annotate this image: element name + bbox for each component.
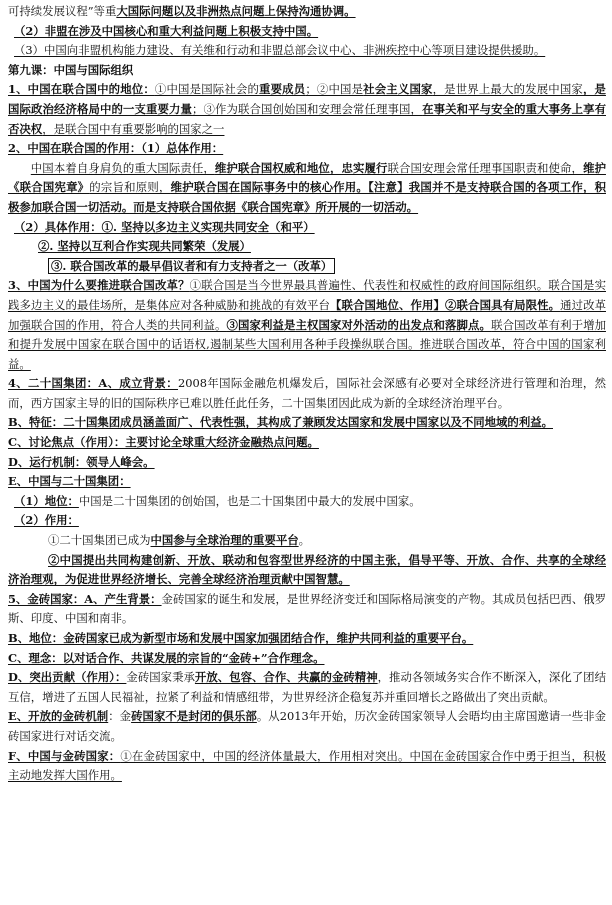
point-5-brics-contribution: D、突出贡献（作用）：金砖国家秉承开放、包容、合作、共赢的金砖精神，推动各领域务实合作不断深入，深化了团结互信，增进了五国人民福祉，拉紧了利益和情感纽带，为世界经济企稳复苏并重回增长之路做出了突出贡献。	[8, 670, 606, 704]
point-4-china-g20: E、中国与二十国集团：	[8, 474, 131, 489]
point-5-china-brics: F、中国与金砖国家：①在金砖国家中，中国的经济体量最大，作用相对突出。中国在金砖国家合作中勇于担当，积极主动地发挥大国作用。	[8, 748, 606, 783]
text-line-03: （3）中国向非盟机构能力建设、有关维和行动和非盟总部会议中心、非洲疾控中心等项目建设提供援助。	[14, 43, 546, 58]
point-2-heading: 2、中国在联合国的作用：（1）总体作用：	[8, 141, 224, 156]
point-5-brics-status: B、地位：金砖国家已成为新型市场和发展中国家加强团结合作，维护共同利益的重要平台。	[8, 631, 474, 645]
section-heading: 第九课：中国与国际组织	[8, 62, 134, 77]
document-page	[8, 2, 606, 786]
point-1-un-status: 1、中国在联合国中的地位：①中国是国际社会的重要成员；②中国是社会主义国家，是世界上最大的发展中国家，是国际政治经济格局中的一支重要力量；③作为联合国创始国和安理会常任理事国，在事关和平与安全的重大事务上享有否决权，是联合国中有重要影响的国家之一	[8, 82, 606, 136]
point-2-specific-1: （2）具体作用：①. 坚持以多边主义实现共同安全（和平）	[14, 219, 315, 234]
point-2-overall: 中国本着自身肩负的重大国际责任，维护联合国权威和地位，忠实履行联合国安理会常任理事国职责和使命，维护《联合国宪章》的宗旨和原则，维护联合国在国际事务中的核心作用。【注意】我国并不是支持联合国的各项工作，积极参加联合国一切活动。而是支持联合国依据《联合国宪章》所开展的一切活动。	[8, 160, 606, 214]
point-4-g20-features: B、特征：二十国集团成员涵盖面广、代表性强，其构成了兼顾发达国家和发展中国家以及不同地域的利益。	[8, 415, 553, 430]
point-4-china-g20-status: （1）地位：中国是二十国集团的创始国，也是二十国集团中最大的发展中国家。	[14, 493, 421, 508]
point-3-un-reform: 3、中国为什么要推进联合国改革？①联合国是当今世界最具普遍性、代表性和权威性的政府间国际组织。联合国是实践多边主义的最佳场所，是集体应对各种威胁和挑战的有效平台【联合国地位、作用】②联合国具有局限性。通过改革加强联合国的作用，符合人类的共同利益。③国家利益是主权国家对外活动的出发点和落脚点。联合国改革有利于增加和提升发展中国家在联合国中的话语权,遏制某些大国利用各种手段操纵联合国。推进联合国改革，符合中国的国家利益。	[8, 278, 606, 371]
point-2-specific-2: ②. 坚持以互利合作实现共同繁荣（发展）	[38, 239, 251, 254]
text-line-01: 可持续发展议程”等重大国际问题以及非洲热点问题上保持沟通协调。	[8, 4, 356, 18]
point-2-specific-3: ③. 联合国改革的最早倡议者和有力支持者之一（改革）	[8, 257, 606, 277]
point-4-g20-focus: C、讨论焦点（作用）：主要讨论全球重大经济金融热点问题。	[8, 435, 319, 450]
point-4-g20-mechanism: D、运行机制：领导人峰会。	[8, 454, 155, 469]
point-4-g20-background: 4、二十国集团：A、成立背景：2008年国际金融危机爆发后，国际社会深感有必要对全球经济进行管理和治理，然而，西方国家主导的旧的国际秩序已难以胜任此任务，二十国集团因此成为新的全球经济治理平台。	[8, 376, 606, 410]
point-5-brics-concept: C、理念：以对话合作、共谋发展的宗旨的“金砖+”合作理念。	[8, 650, 325, 665]
point-4-role-1: ①二十国集团已成为中国参与全球治理的重要平台。	[48, 533, 311, 548]
point-4-china-g20-role: （2）作用：	[14, 513, 79, 528]
point-4-role-2: ②中国提出共同构建创新、开放、联动和包容型世界经济的中国主张，倡导平等、开放、合作、共享的全球经济治理观，为促进世界经济增长、完善全球经济治理贡献中国智慧。	[8, 552, 606, 587]
point-5-brics-open: E、开放的金砖机制：金砖国家不是封闭的俱乐部。从2013年开始，历次金砖国家领导人会晤均由主席国邀请一些非金砖国家进行对话交流。	[8, 709, 606, 743]
text-line-02: （2）非盟在涉及中国核心和重大利益问题上积极支持中国。	[14, 23, 319, 38]
point-5-brics-background: 5、金砖国家：A、产生背景：金砖国家的诞生和发展，是世界经济变迁和国际格局演变的产物。其成员包括巴西、俄罗斯、印度、中国和南非。	[8, 591, 607, 626]
